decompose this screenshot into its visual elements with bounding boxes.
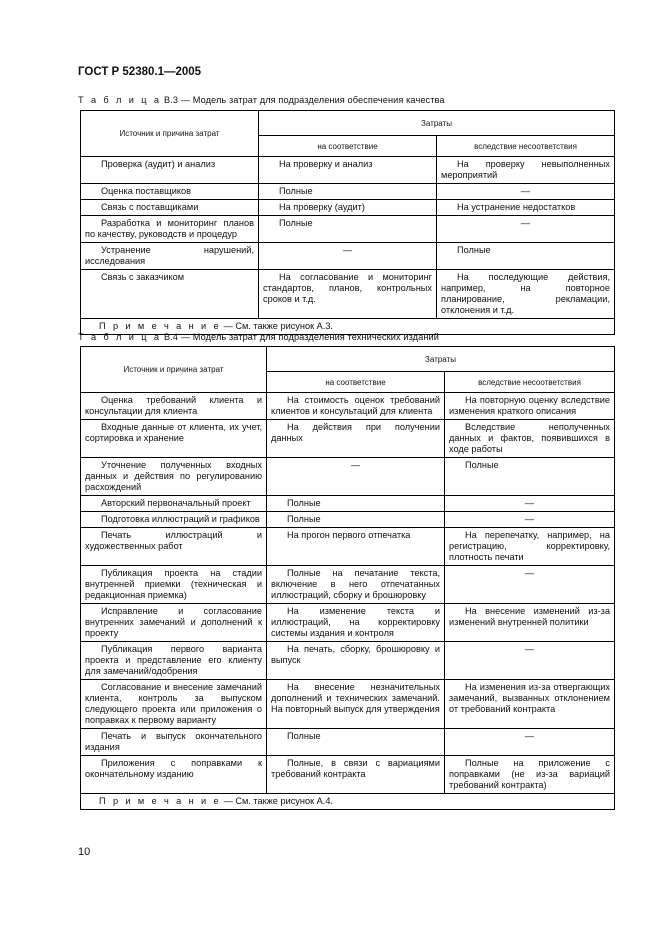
cell-source: Проверка (аудит) и анализ xyxy=(81,157,259,184)
cell-source: Исправление и согласование внутренних замечаний и дополнений к проекту xyxy=(81,604,267,642)
cell-conform: На печать, сборку, брошюровку и выпуск xyxy=(267,642,445,680)
header-nonconform: вследствие несоответствия xyxy=(445,372,615,393)
cell-nonconform: — xyxy=(445,496,615,512)
cell-source: Связь с поставщиками xyxy=(81,200,259,216)
cell-conform: Полные xyxy=(259,216,437,243)
cell-conform: — xyxy=(259,243,437,270)
table-row xyxy=(81,566,615,604)
cell-conform: Полные, в связи с вариациями требований контракта xyxy=(267,756,445,794)
cell-source: Согласование и внесение замечаний клиента, контроль за выпуском следующего проекта или приложения о поправках к первому варианту xyxy=(81,680,267,729)
cell-nonconform: Полные на приложение с поправками (не из-за вариаций требований контракта) xyxy=(445,756,615,794)
cell-source: Уточнение полученных входных данных и действия по регулированию расхождений xyxy=(81,458,267,496)
cell-source: Связь с заказчиком xyxy=(81,270,259,319)
cell-conform: На прогон первого отпечатка xyxy=(267,528,445,566)
table-row xyxy=(81,420,615,458)
table-row xyxy=(81,393,615,420)
table-b4-caption xyxy=(78,332,439,342)
cell-conform: Полные xyxy=(267,512,445,528)
cell-nonconform: — xyxy=(437,184,615,200)
cell-source: Приложения с поправками к окончательному изданию xyxy=(81,756,267,794)
header-costs: Затраты xyxy=(267,347,615,372)
cell-nonconform: На проверку невыполненных мероприятий xyxy=(437,157,615,184)
table-note: П р и м е ч а н и е — См. также рисунок А.4. xyxy=(81,794,615,810)
cell-conform: — xyxy=(267,458,445,496)
table-row xyxy=(81,604,615,642)
caption-lead: Т а б л и ц а xyxy=(78,332,162,342)
cell-nonconform: На внесение изменений из-за изменений внутренней политики xyxy=(445,604,615,642)
caption-text: В.4 — Модель затрат для подразделения технических изданий xyxy=(161,332,439,342)
cell-source: Печать иллюстраций и художественных работ xyxy=(81,528,267,566)
caption-text: В.3 — Модель затрат для подразделения обеспечения качества xyxy=(161,95,445,105)
cell-nonconform: На последующие действия, например, на повторное планирование, рекламации, отклонения и т.д. xyxy=(437,270,615,319)
cell-nonconform: — xyxy=(445,642,615,680)
cell-nonconform: На перепечатку, например, на регистрацию, корректировку, плотность печати xyxy=(445,528,615,566)
table-row xyxy=(81,458,615,496)
document-header: ГОСТ Р 52380.1—2005 xyxy=(78,66,202,78)
table-row xyxy=(81,756,615,794)
cell-source: Публикация первого варианта проекта и представление его клиенту для замечаний/одобрения xyxy=(81,642,267,680)
table-row xyxy=(81,729,615,756)
cell-source: Разработка и мониторинг планов по качеству, руководств и процедур xyxy=(81,216,259,243)
cell-nonconform: На устранение недостатков xyxy=(437,200,615,216)
table-row xyxy=(81,680,615,729)
table-b3 xyxy=(80,110,615,335)
table-row xyxy=(81,200,615,216)
cell-conform: Полные на печатание текста, включение в него отпечатанных иллюстраций, сборку и брошюровку xyxy=(267,566,445,604)
header-source: Источник и причина затрат xyxy=(81,347,267,393)
table-row xyxy=(81,528,615,566)
cell-conform: Полные xyxy=(267,496,445,512)
table-row xyxy=(81,496,615,512)
header-conform: на соответствие xyxy=(259,136,437,157)
header-source: Источник и причина затрат xyxy=(81,111,259,157)
table-row xyxy=(81,243,615,270)
table-row xyxy=(81,512,615,528)
cell-nonconform: — xyxy=(445,512,615,528)
table-b3-caption xyxy=(78,95,445,105)
cell-conform: На согласование и мониторинг стандартов, планов, контрольных сроков и т.д. xyxy=(259,270,437,319)
table-row xyxy=(81,270,615,319)
cell-conform: На изменение текста и иллюстраций, на корректировку системы издания и контроля xyxy=(267,604,445,642)
cell-source: Устранение нарушений, исследования xyxy=(81,243,259,270)
header-conform: на соответствие xyxy=(267,372,445,393)
cell-nonconform: — xyxy=(445,566,615,604)
cell-source: Публикация проекта на стадии внутренней приемки (техническая и редакционная приемка) xyxy=(81,566,267,604)
cell-conform: На стоимость оценок требований клиентов и консультаций для клиента xyxy=(267,393,445,420)
cell-conform: Полные xyxy=(259,184,437,200)
cell-source: Оценка поставщиков xyxy=(81,184,259,200)
cell-nonconform: На изменения из-за отвергающих замечаний, вызванных отклонением от требований контракта xyxy=(445,680,615,729)
header-costs: Затраты xyxy=(259,111,615,136)
cell-source: Входные данные от клиента, их учет, сортировка и хранение xyxy=(81,420,267,458)
cell-source: Подготовка иллюстраций и графиков xyxy=(81,512,267,528)
cell-source: Оценка требований клиента и консультации для клиента xyxy=(81,393,267,420)
cell-conform: На проверку (аудит) xyxy=(259,200,437,216)
page-number: 10 xyxy=(78,846,91,858)
cell-conform: Полные xyxy=(267,729,445,756)
table-note: П р и м е ч а н и е — См. также рисунок А.3. xyxy=(81,319,615,335)
table-row xyxy=(81,642,615,680)
table-row xyxy=(81,216,615,243)
table-note-row xyxy=(81,794,615,810)
table-row xyxy=(81,157,615,184)
cell-source: Авторский первоначальный проект xyxy=(81,496,267,512)
header-nonconform: вследствие несоответствия xyxy=(437,136,615,157)
cell-conform: На действия при получении данных xyxy=(267,420,445,458)
cell-source: Печать и выпуск окончательного издания xyxy=(81,729,267,756)
cell-nonconform: На повторную оценку вследствие изменения краткого описания xyxy=(445,393,615,420)
cell-conform: На проверку и анализ xyxy=(259,157,437,184)
cell-nonconform: Вследствие неполученных данных и фактов, появившихся в ходе работы xyxy=(445,420,615,458)
table-b4 xyxy=(80,346,615,810)
cell-conform: На внесение незначительных дополнений и технических замечаний. На повторный выпуск для утверждения xyxy=(267,680,445,729)
cell-nonconform: Полные xyxy=(445,458,615,496)
table-row xyxy=(81,184,615,200)
cell-nonconform: — xyxy=(445,729,615,756)
cell-nonconform: Полные xyxy=(437,243,615,270)
cell-nonconform: — xyxy=(437,216,615,243)
caption-lead: Т а б л и ц а xyxy=(78,95,162,105)
